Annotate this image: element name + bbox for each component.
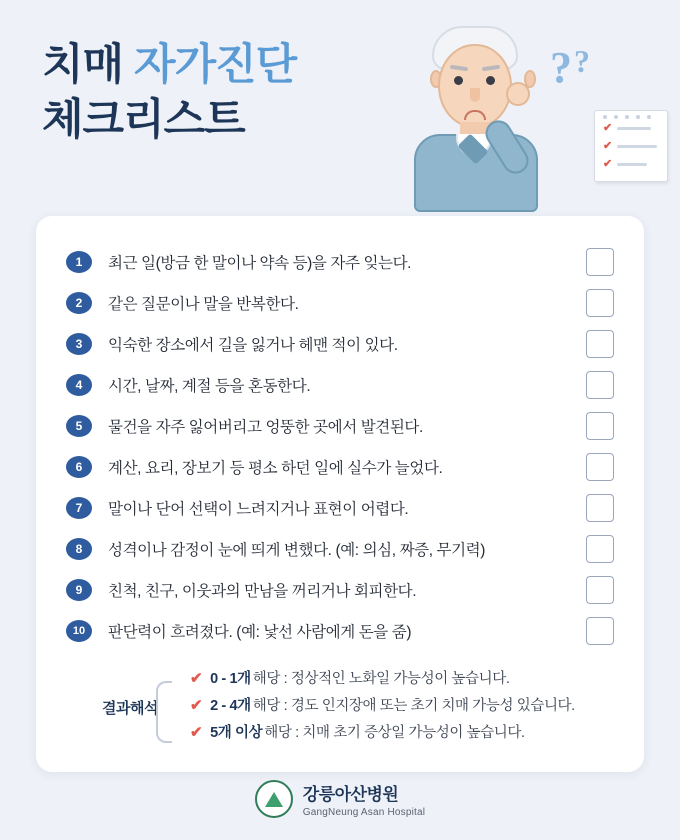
result-description: 해당 : 치매 초기 증상일 가능성이 높습니다.	[264, 725, 525, 741]
notepad-line	[617, 127, 651, 130]
page-header	[0, 0, 680, 200]
checklist-checkbox-10[interactable]	[586, 617, 614, 645]
checklist-checkbox-2[interactable]	[586, 289, 614, 317]
checklist-row	[66, 570, 614, 610]
notepad-row	[603, 141, 661, 152]
result-interpretation	[66, 667, 614, 748]
checklist-checkbox-3[interactable]	[586, 330, 614, 358]
result-range: 2 - 4개	[210, 698, 251, 714]
checklist-card	[36, 216, 644, 772]
question-mark-large: ?	[550, 43, 572, 92]
checklist-checkbox-6[interactable]	[586, 453, 614, 481]
checklist-item-label: 시간, 날짜, 계절 등을 혼동한다.	[108, 378, 311, 395]
checklist-checkbox-7[interactable]	[586, 494, 614, 522]
checklist-number-badge: 1	[66, 251, 92, 273]
hospital-name-en: GangNeung Asan Hospital	[302, 807, 426, 818]
result-row	[190, 667, 575, 688]
checklist-row	[66, 529, 614, 569]
page-title-blue: 자가진단	[134, 41, 297, 89]
checklist-checkbox-4[interactable]	[586, 371, 614, 399]
checklist-item-label: 판단력이 흐려졌다. (예: 낯선 사람에게 돈을 줌)	[108, 624, 412, 641]
notepad-check-icon: ✔	[603, 122, 613, 134]
checklist-row	[66, 365, 614, 405]
checklist-row	[66, 283, 614, 323]
notepad-check-icon: ✔	[603, 158, 613, 170]
checklist-number-badge: 9	[66, 579, 92, 601]
checklist-item-label: 친척, 친구, 이웃과의 만남을 꺼리거나 회피한다.	[108, 583, 417, 600]
checklist-row	[66, 406, 614, 446]
checklist-number-badge: 6	[66, 456, 92, 478]
checklist-item-label: 성격이나 감정이 눈에 띄게 변했다. (예: 의심, 짜증, 무기력)	[108, 542, 486, 559]
check-icon: ✔	[189, 723, 203, 741]
page-title-line-2: 체크리스트	[42, 96, 245, 145]
page-title-dark: 치매	[42, 41, 124, 89]
checklist-row	[66, 611, 614, 651]
checklist-item-label: 익숙한 장소에서 길을 잃거나 헤맨 적이 있다.	[108, 337, 398, 354]
hospital-name-block	[303, 780, 425, 818]
checklist-number-badge: 8	[66, 538, 92, 560]
checklist-item-label: 물건을 자주 잃어버리고 엉뚱한 곳에서 발견된다.	[108, 419, 423, 436]
hospital-name-kr: 강릉아산병원	[302, 785, 399, 804]
notepad-row	[603, 123, 661, 134]
notepad-holes	[603, 115, 651, 119]
checklist-number-badge: 4	[66, 374, 92, 396]
result-row	[190, 721, 575, 742]
result-description: 해당 : 정상적인 노화일 가능성이 높습니다.	[252, 671, 510, 687]
checklist-item-label: 계산, 요리, 장보기 등 평소 하던 일에 실수가 늘었다.	[108, 460, 443, 477]
checklist-number-badge: 7	[66, 497, 92, 519]
result-row	[190, 694, 575, 715]
checklist-item-label: 최근 일(방금 한 말이나 약속 등)을 자주 잊는다.	[108, 255, 412, 272]
result-range: 5개 이상	[210, 725, 263, 741]
checklist-checkbox-5[interactable]	[586, 412, 614, 440]
result-rows	[190, 667, 575, 748]
checklist-checkbox-8[interactable]	[586, 535, 614, 563]
checklist-row	[66, 488, 614, 528]
checklist-number-badge: 5	[66, 415, 92, 437]
checklist-number-badge: 10	[66, 620, 92, 642]
result-description: 해당 : 경도 인지장애 또는 초기 치매 가능성 있습니다.	[252, 698, 575, 714]
checklist-row	[66, 242, 614, 282]
checklist-row	[66, 447, 614, 487]
result-range: 0 - 1개	[210, 671, 251, 687]
notepad-check-icon: ✔	[603, 140, 613, 152]
checklist-item-label: 같은 질문이나 말을 반복한다.	[108, 296, 299, 313]
checklist-number-badge: 2	[66, 292, 92, 314]
footer-branding	[0, 780, 680, 818]
notepad-line	[617, 145, 657, 148]
checklist-checkbox-1[interactable]	[586, 248, 614, 276]
checklist-row	[66, 324, 614, 364]
hospital-logo-icon	[255, 780, 293, 818]
check-icon: ✔	[189, 669, 203, 687]
notepad-row	[603, 159, 661, 170]
elderly-person-illustration	[398, 22, 568, 208]
header-illustration	[350, 0, 680, 210]
notepad-line	[617, 163, 647, 166]
notepad-icon	[594, 110, 668, 182]
checklist-item-label: 말이나 단어 선택이 느려지거나 표현이 어렵다.	[108, 501, 409, 518]
check-icon: ✔	[189, 696, 203, 714]
result-label: 결과해석	[102, 697, 174, 718]
checklist-number-badge: 3	[66, 333, 92, 355]
checklist-checkbox-9[interactable]	[586, 576, 614, 604]
question-mark-small: ?	[574, 43, 590, 79]
